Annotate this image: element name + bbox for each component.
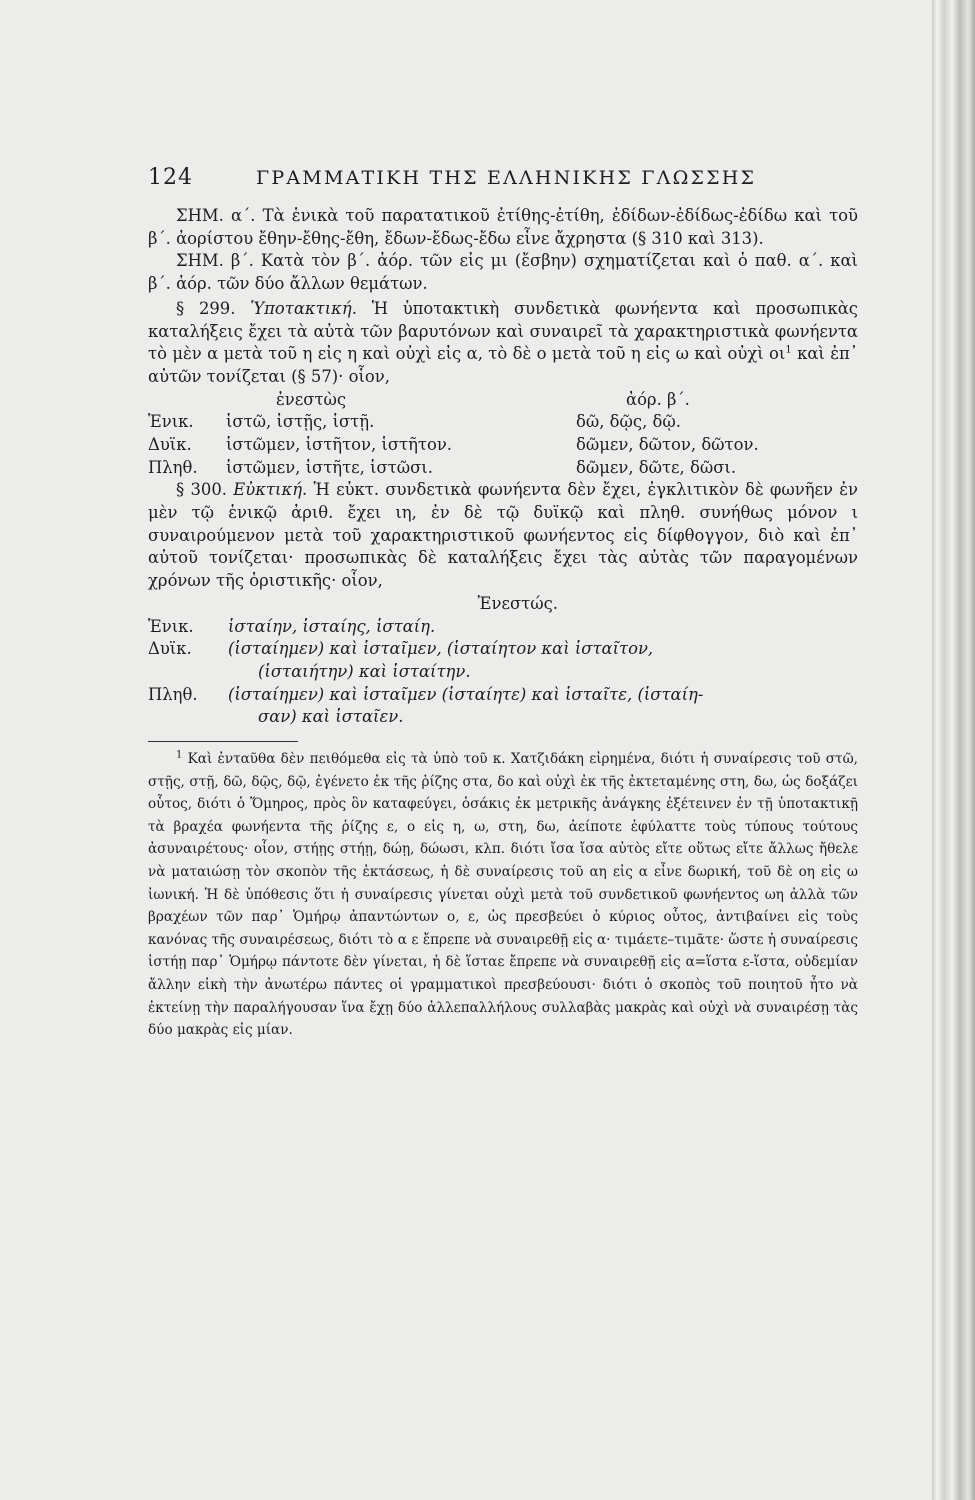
aorist-forms: δῶ, δῷς, δῷ. [576, 412, 681, 432]
subjunctive-header-row [148, 389, 858, 412]
footnote-text: Καὶ ἐνταῦθα δὲν πειθόμεθα εἰς τὰ ὑπὸ τοῦ κ. Χατζιδάκη εἰρημένα, διότι ἡ συναίρεσις τοῦ στῶ, στῇς, στῇ, δῶ, δῷς, δῷ, ἐγένετο ἐκ τῆς ῥίζης στα, δο καὶ οὐχὶ ἐκ τῆς ἐκτεταμένης στη, δω, ὡς δοξάζει οὗτος, διότι ὁ Ὅμηρος, πρὸς ὃν καταφεύγει, ὁσάκις ἐκ μετρικῆς ἀνάγκης ἐξέτεινεν ἐν τῇ ὑποτακτικῇ τὰ βραχέα φωνήεντα τῆς ῥίζης ε, ο εἰς η, ω, στη, δω, ἀείποτε ἐφύλαττε τοὺς τύπους τούτους ἀσυναιρέτους· οἷον, στήῃς στήῃ, δώῃ, δώωσι, κλπ. διότι ἴσα ἴσα αὐτὸς εἴτε οὕτως εἴτε ἄλλως ἤθελε νὰ ματαιώσῃ τὸν σκοπὸν τῆς ἐκτάσεως, ἡ δὲ συναίρεσις τοῦ αη εἰς α εἶνε δωρική, τοῦ δὲ οη εἰς ω ἰωνική. Ἡ δὲ ὑπόθεσις ὅτι ἡ συναίρεσις γίνεται οὐχὶ μετὰ τοῦ συνδετικοῦ φωνήεντος ωη ἀλλὰ τῶν βραχέων τῶν παρ᾽ Ὁμήρῳ ἀπαντώντων ο, ε, ὡς πρεσβεύει ὁ κύριος οὗτος, ἀντιβαίνει εἰς τοὺς κανόνας τῆς συναιρέσεως, διότι τὸ α ε ἔπρεπε νὰ συναιρεθῇ εἰς α· τιμάετε–τιμᾶτε· ὥστε ἡ συναίρεσις ἱστήῃ παρ᾽ Ὁμήρῳ πάντοτε δὲν γίνεται, ἡ δὲ ἵσταε ἔπρεπε νὰ συναιρεθῇ εἰς α=ἵστα ε-ἵστα, οὐδεμίαν ἄλλην εἰκὴ τὴν ἀνωτέρω πάντες οἱ γραμματικοὶ πρεσβεύουσι· διότι ὁ σκοπὸς τοῦ ποιητοῦ ἦτο νὰ ἐκτείνῃ τὴν παραλήγουσαν ἵνα ἔχῃ δύο ἀλλεπαλλήλους συλλαβὰς μακρὰς καὶ οὐχὶ νὰ συναιρέσῃ τὰς δύο μακρὰς εἰς μίαν. [148, 751, 858, 1039]
note-b: ΣΗΜ. β΄. Κατὰ τὸν β΄. ἀόρ. τῶν εἰς μι (ἔσβην) σχηματίζεται καὶ ὁ παθ. α΄. καὶ β΄. ἀόρ. τῶν δύο ἄλλων θεμάτων. [148, 251, 858, 294]
aorist-header: ἀόρ. β΄. [626, 389, 690, 409]
footnote-mark: 1 [785, 344, 792, 356]
present-header: ἐνεστὼς [276, 389, 347, 409]
optative-row [148, 638, 858, 683]
optative-forms: (ἱσταίημεν) καὶ ἱσταῖμεν, (ἱσταίητον καὶ ἱσταῖτον, [228, 639, 654, 659]
optative-forms-cont: σαν) καὶ ἱσταῖεν. [258, 707, 404, 727]
section-299-text-end: καὶ ἐπ᾽ αὐτῶν τονίζεται (§ 57)· οἷον, [148, 344, 858, 386]
subjunctive-row [148, 411, 858, 434]
section-300-text: Ἡ εὐκτ. συνδετικὰ φωνήεντα δὲν ἔχει, ἐγκλιτικὸν δὲ φωνῆεν ἐν μὲν τῷ ἑνικῷ ἀριθ. ἔχει ιη, ἐν δὲ τῷ δυϊκῷ καὶ πληθ. συνήθως μόνον ι συναιρούμενον μετὰ τοῦ χαρακτηριστικοῦ φωνήεντος εἰς δίφθογγον, διὸ καὶ ἐπ᾽ αὐτοῦ τονίζεται· προσωπικὰς δὲ καταλήξεις ἔχει τὰς αὐτὰς τῶν παραγομένων χρόνων τῆς ὁριστικῆς· οἷον, [148, 480, 859, 591]
footnote-number: 1 [176, 749, 183, 761]
subjunctive-row [148, 434, 858, 457]
section-299-number: § 299. [176, 298, 236, 318]
optative-row [148, 616, 858, 639]
row-label: Δυϊκ. [148, 435, 192, 454]
aorist-forms: δῶμεν, δῶτε, δῶσι. [576, 457, 737, 477]
subjunctive-table [148, 389, 858, 480]
present-forms: ἱστῶμεν, ἱστῆτον, ἱστῆτον. [226, 435, 453, 454]
optative-table [148, 593, 858, 729]
present-forms: ἱστῶμεν, ἱστῆτε, ἱστῶσι. [226, 457, 433, 477]
footnote-rule [148, 741, 298, 742]
optative-row [148, 684, 858, 729]
present-forms: ἱστῶ, ἱστῇς, ἱστῇ. [226, 412, 375, 432]
running-title: ΓΡΑΜΜΑΤΙΚΗ ΤΗΣ ΕΛΛΗΝΙΚΗΣ ΓΛΩΣΣΗΣ [256, 167, 757, 189]
note-a: ΣΗΜ. α΄. Τὰ ἑνικὰ τοῦ παρατατικοῦ ἐτίθης-ἐτίθη, ἐδίδων-ἐδίδως-ἐδίδω καὶ τοῦ β΄. ἀορίστου ἔθην-ἔθης-ἔθη, ἔδων-ἔδως-ἔδω εἶνε ἄχρηστα (§ 310 καὶ 313). [148, 206, 858, 248]
section-300 [148, 479, 858, 593]
subjunctive-row [148, 457, 858, 480]
aorist-forms: δῶμεν, δῶτον, δῶτον. [576, 435, 759, 454]
row-label: Δυϊκ. [148, 639, 192, 659]
section-300-heading: Εὐκτική. [233, 480, 308, 500]
row-label: Ἑνικ. [148, 412, 194, 432]
section-300-number: § 300. [176, 480, 227, 500]
row-label: Ἑνικ. [148, 616, 194, 636]
row-label: Πληθ. [148, 684, 198, 704]
running-head [148, 165, 858, 205]
page-content [148, 165, 858, 1042]
section-299-heading: Ὑποτακτική. [250, 298, 357, 318]
optative-forms: (ἱσταίημεν) καὶ ἱσταῖμεν (ἱσταίητε) καὶ ἱσταῖτε, (ἱσταίη- [228, 684, 704, 704]
row-label: Πληθ. [148, 457, 198, 477]
optative-forms-cont: (ἱσταιήτην) καὶ ἱσταίτην. [258, 662, 471, 681]
optative-header: Ἐνεστώς. [477, 593, 558, 613]
section-299-text: Ἡ ὑποτακτικὴ συνδετικὰ φωνήεντα καὶ προσωπικὰς καταλήξεις ἔχει τὰ αὐτὰ τῶν βαρυτόνων καὶ συναιρεῖ τὰ χαρακτηριστικὰ φωνήεντα τὸ μὲν α μετὰ τοῦ η εἰς η καὶ οὐχὶ εἰς α, τὸ δὲ ο μετὰ τοῦ η εἰς ω καὶ οὐχὶ οι [148, 298, 858, 364]
book-binding-edge [932, 0, 975, 1500]
page-number: 124 [148, 165, 193, 190]
section-299 [148, 298, 858, 389]
footnote [148, 748, 858, 1042]
optative-forms: ἱσταίην, ἱσταίης, ἱσταίη. [228, 616, 436, 636]
